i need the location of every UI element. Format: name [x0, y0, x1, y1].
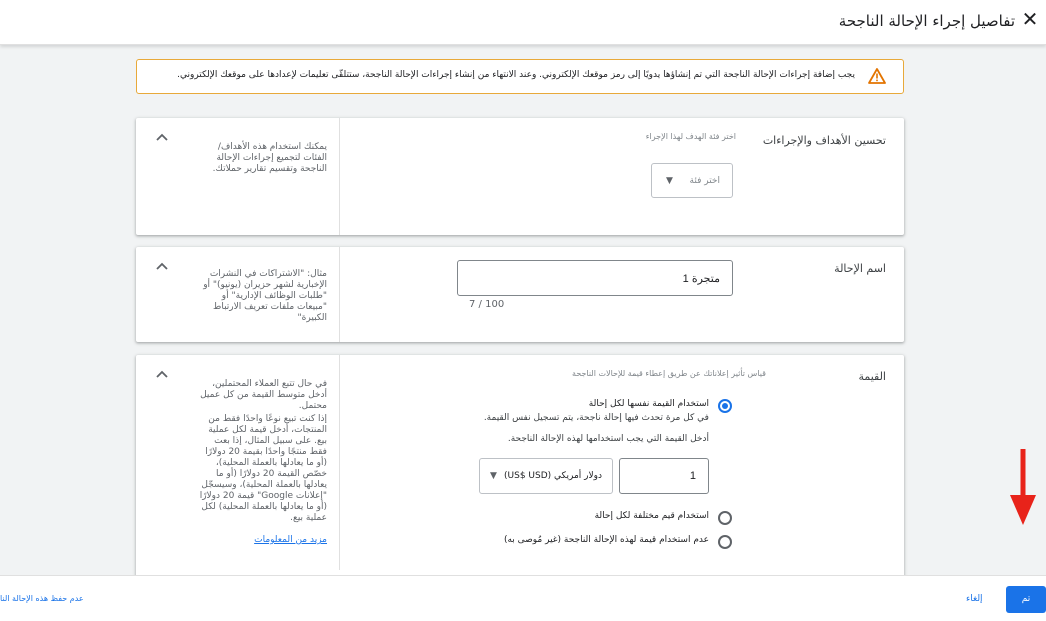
currency-value: دولار أمريكي (US$ USD): [504, 471, 602, 481]
no-value-label[interactable]: عدم استخدام قيمة لهذه الإحالة الناجحة (غير مُوصى به): [503, 535, 709, 545]
goals-help-text: يمكنك استخدام هذه الأهداف/الفئات لتجميع إجراءات الإحالة الناجحة وتقسيم تقارير حملاتك.: [212, 142, 327, 174]
annotation-arrow-icon: [1008, 449, 1038, 527]
same-value-desc: في كل مرة تحدث فيها إحالة ناجحة، يتم تسجيل نفس القيمة.: [483, 413, 709, 423]
learn-more-link[interactable]: مزيد من المعلومات: [254, 535, 327, 545]
goals-card: [136, 118, 904, 235]
chevron-up-icon[interactable]: [154, 367, 170, 383]
chevron-up-icon[interactable]: [154, 259, 170, 275]
radio-different-values[interactable]: [718, 511, 732, 525]
done-button[interactable]: تم: [1006, 586, 1046, 613]
value-card: [136, 355, 904, 580]
dialog-title: تفاصيل إجراء الإحالة الناجحة: [838, 12, 1015, 30]
goals-label: تحسين الأهداف والإجراءات: [762, 134, 886, 147]
value-help-text-2: إذا كنت تبيع نوعًا واحدًا فقط من المنتجات، أدخل قيمة لكل عملية بيع. على سبيل المثال، إذا بعت فقط منتجًا واحدًا بقيمة 20 دولارًا (أو ما يعادلها بالعملة المحلية)، خصّص القيمة 20 دولارًا (أو ما يعادلها بالعملة المحلية)، وسيسجّل "إعلانات Google" قيمة 20 دولارًا (أو ما يعادلها بالعملة المحلية) لكل عملية بيع.: [199, 414, 327, 523]
cancel-button[interactable]: إلغاء: [966, 594, 983, 604]
dropdown-arrow-icon: ▼: [666, 176, 673, 186]
value-help-panel: [136, 355, 340, 570]
value-input[interactable]: [619, 458, 709, 494]
radio-same-value[interactable]: [718, 399, 732, 413]
dialog-content: [0, 45, 1046, 575]
chevron-up-icon[interactable]: [154, 130, 170, 146]
same-value-label[interactable]: استخدام القيمة نفسها لكل إحالة: [588, 399, 709, 409]
goal-category-placeholder: اختر فئة: [689, 176, 720, 186]
warning-banner: [136, 59, 904, 94]
value-sub-label: قياس تأثير إعلاناتك عن طريق إعطاء قيمة للإحالات الناجحة: [572, 369, 766, 378]
name-help-panel: [136, 247, 340, 342]
char-counter: 7 / 100: [469, 299, 505, 310]
dialog-header: [0, 0, 1046, 45]
dialog-footer: [0, 575, 1046, 621]
warning-icon: [868, 68, 886, 84]
goals-help-panel: [136, 118, 340, 235]
dont-save-link[interactable]: عدم حفظ هذه الإحالة النا: [0, 594, 84, 603]
name-help-text: مثال: "الاشتراكات في النشرات الإخبارية لشهر حزيران (يونيو)" أو "طلبات الوظائف الإدارية" أو "مبيعات ملفات تعريف الارتباط الكبيرة": [203, 269, 327, 323]
value-help-text-1: في حال تتبع العملاء المحتملين، أدخل متوسط القيمة من كل عميل محتمل.: [200, 379, 327, 411]
goals-sub-label: اختر فئة الهدف لهذا الإجراء: [645, 132, 736, 141]
conversion-name-label: اسم الإحالة: [834, 262, 886, 275]
warning-text: يجب إضافة إجراءات الإحالة الناجحة التي تم إنشاؤها يدويًا إلى رمز موقعك الإلكتروني. وعند الانتهاء من إنشاء إجراءات الإحالة الناجحة، ستتلقّى تعليمات لإعدادها على موقعك الإلكتروني.: [177, 70, 855, 80]
close-icon[interactable]: ✕: [1021, 7, 1039, 31]
name-card: [136, 247, 904, 342]
radio-no-value[interactable]: [718, 535, 732, 549]
value-label: القيمة: [858, 370, 886, 383]
value-prompt: أدخل القيمة التي يجب استخدامها لهذه الإحالة الناجحة.: [507, 434, 709, 444]
different-values-label[interactable]: استخدام قيم مختلفة لكل إحالة: [594, 511, 709, 521]
dropdown-arrow-icon: ▼: [490, 471, 497, 481]
currency-select[interactable]: [479, 458, 613, 494]
conversion-name-input[interactable]: [457, 260, 733, 296]
goal-category-select[interactable]: [651, 163, 733, 198]
